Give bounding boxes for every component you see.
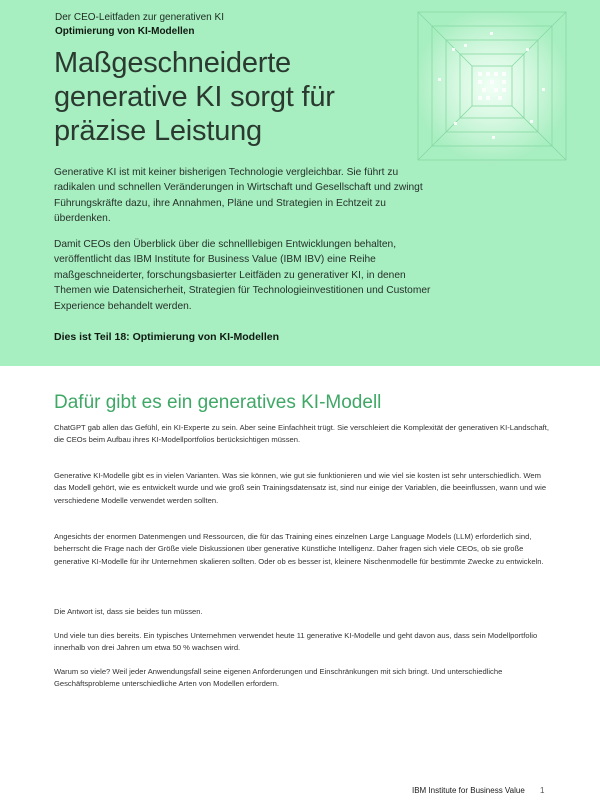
body-paragraph: Generative KI-Modelle gibt es in vielen Varianten. Was sie können, wie gut sie funktionieren und wie viel sie kosten ist sehr unterschiedlich. Wem das Modell gehört, wie es entwickelt wurde und wie groß sein Trainingsdatensatz ist, sind nur einige der Variablen, die beeinflussen, wann und wie verschiedene Modelle verwendet werden sollten. (54, 471, 547, 505)
intro-paragraph-2: Damit CEOs den Überblick über die schnelllebigen Entwicklungen behalten, veröffentlicht das IBM Institute for Business Value (IBM IBV) eine Reihe maßgeschneiderter, forschungsbasierter Leitfäden zu generativer KI, in denen Themen wie Datensicherheit, Strategien für Technologieinvestitionen und Customer Experience behandelt werden. (54, 239, 431, 312)
section-heading: Dafür gibt es ein generatives KI-Modell (54, 392, 382, 413)
intro-paragraph-1: Generative KI ist mit keiner bisherigen Technologie vergleichbar. Sie führt zu radikalen und schnellen Veränderungen in Wirtschaft und Gesellschaft und zwingt Führungskräfte dazu, ihre Annahmen, Pläne und Strategien in Echtzeit zu überdenken. (54, 167, 423, 225)
part-label: Dies ist Teil 18: Optimierung von KI-Modellen (54, 331, 280, 343)
body-paragraph: ChatGPT gab allen das Gefühl, ein KI-Experte zu sein. Aber seine Einfachheit trügt. Sie verschleiert die Komplexität der generativen KI-Landschaft, die CEOs beim Aufbau ihres KI-Modellportfolios berücksichtigen müssen. (54, 423, 549, 445)
body-paragraph: Die Antwort ist, dass sie beides tun müssen. (54, 607, 203, 616)
series-subtitle: Optimierung von KI-Modellen (55, 26, 195, 37)
footer-brand: IBM Institute for Business Value (412, 786, 525, 795)
page-title: Maßgeschneiderte generative KI sorgt für präzise Leistung (54, 47, 335, 147)
body-paragraph: Angesichts der enormen Datenmengen und Ressourcen, die für das Training eines einzelnen Large Language Models (LLM) erforderlich sind, beherrscht die Frage nach der Größe viele Diskussionen über generative Künstliche Intelligenz. Daher fragen sich viele CEOs, ob sie große generative KI-Modelle für ihr Unternehmen skalieren sollten. Oder ob es besser ist, kleinere Nischenmodelle für bestimmte Zwecke zu entwickeln. (54, 532, 544, 566)
hero-banner (0, 0, 600, 366)
body-paragraph: Und viele tun dies bereits. Ein typisches Unternehmen verwendet heute 11 generative KI-Modelle und geht davon aus, dass sein Modellportfolio innerhalb von drei Jahren um etwa 50 % wachsen wird. (54, 631, 538, 653)
page-number: 1 (540, 786, 545, 795)
series-kicker: Der CEO-Leitfaden zur generativen KI (55, 12, 224, 23)
body-paragraph: Warum so viele? Weil jeder Anwendungsfall seine eigenen Anforderungen und Einschränkungen mit sich bringt. Und unterschiedliche Geschäftsprobleme unterschiedliche Arten von Modellen erfordern. (54, 667, 503, 689)
pixel-tunnel-graphic (414, 8, 570, 164)
